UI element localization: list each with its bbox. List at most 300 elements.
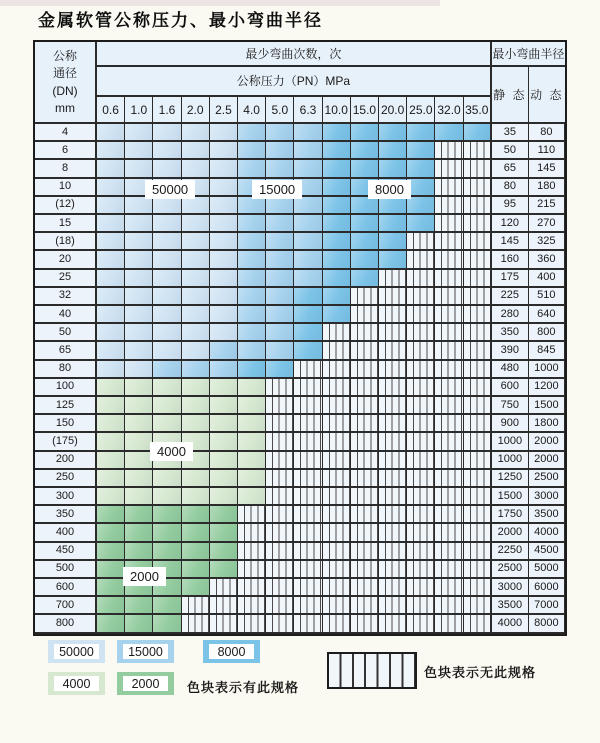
spec-cell-none bbox=[435, 488, 463, 506]
dn-cell: 150 bbox=[35, 415, 97, 433]
spec-cell-none bbox=[238, 543, 266, 561]
header-dn-line: mm bbox=[55, 100, 75, 115]
spec-cell-none bbox=[351, 433, 379, 451]
dynamic-value-cell: 6000 bbox=[529, 579, 565, 597]
spec-cell-none bbox=[435, 579, 463, 597]
spec-cell-none bbox=[407, 251, 435, 269]
spec-cell-none bbox=[435, 470, 463, 488]
spec-cell-none bbox=[294, 452, 322, 470]
spec-cell-4000 bbox=[182, 470, 210, 488]
dynamic-value-cell: 2000 bbox=[529, 433, 565, 451]
legend-no-spec-swatch bbox=[327, 652, 417, 689]
spec-cell-50000 bbox=[97, 124, 125, 142]
spec-cell-8000 bbox=[323, 251, 351, 269]
spec-cell-8000 bbox=[407, 215, 435, 233]
legend-swatch-label: 2000 bbox=[123, 676, 168, 691]
spec-cell-none bbox=[351, 342, 379, 360]
spec-cell-50000 bbox=[153, 306, 181, 324]
spec-cell-none bbox=[294, 397, 322, 415]
spec-cell-8000 bbox=[351, 270, 379, 288]
pressure-tick: 0.6 bbox=[97, 97, 125, 124]
spec-cell-none bbox=[435, 142, 463, 160]
spec-cell-50000 bbox=[125, 142, 153, 160]
spec-cell-2000 bbox=[97, 597, 125, 615]
dynamic-value-cell: 110 bbox=[529, 142, 565, 160]
spec-cell-none bbox=[407, 524, 435, 542]
spec-cell-50000 bbox=[210, 179, 238, 197]
spec-cell-none bbox=[351, 597, 379, 615]
spec-cell-8000 bbox=[435, 124, 463, 142]
spec-cell-none bbox=[351, 579, 379, 597]
spec-cell-50000 bbox=[125, 251, 153, 269]
spec-cell-8000 bbox=[379, 215, 407, 233]
spec-cell-none bbox=[407, 615, 435, 633]
spec-cell-none bbox=[323, 415, 351, 433]
spec-cell-15000 bbox=[294, 197, 322, 215]
spec-cell-15000 bbox=[210, 342, 238, 360]
spec-cell-4000 bbox=[238, 470, 266, 488]
spec-cell-4000 bbox=[97, 433, 125, 451]
spec-cell-none bbox=[435, 197, 463, 215]
spec-cell-15000 bbox=[294, 270, 322, 288]
spec-cell-8000 bbox=[379, 197, 407, 215]
pressure-tick: 20.0 bbox=[379, 97, 407, 124]
spec-cell-none bbox=[464, 415, 492, 433]
spec-cell-none bbox=[464, 160, 492, 178]
spec-cell-50000 bbox=[182, 324, 210, 342]
spec-cell-2000 bbox=[97, 561, 125, 579]
spec-cell-15000 bbox=[266, 342, 294, 360]
spec-cell-15000 bbox=[238, 124, 266, 142]
spec-cell-15000 bbox=[294, 251, 322, 269]
pressure-tick: 15.0 bbox=[351, 97, 379, 124]
region-label-15000: 15000 bbox=[252, 180, 302, 199]
spec-cell-none bbox=[464, 379, 492, 397]
spec-cell-none bbox=[464, 251, 492, 269]
static-value-cell: 1250 bbox=[492, 470, 529, 488]
spec-cell-none bbox=[238, 597, 266, 615]
spec-cell-none bbox=[323, 506, 351, 524]
spec-cell-8000 bbox=[351, 233, 379, 251]
spec-cell-50000 bbox=[182, 142, 210, 160]
spec-cell-none bbox=[351, 561, 379, 579]
static-value-cell: 2250 bbox=[492, 543, 529, 561]
spec-cell-none bbox=[266, 506, 294, 524]
spec-cell-15000 bbox=[238, 160, 266, 178]
header-bend-radius: 最小弯曲半径 bbox=[492, 42, 565, 67]
spec-cell-50000 bbox=[97, 197, 125, 215]
spec-cell-none bbox=[464, 561, 492, 579]
spec-cell-none bbox=[351, 361, 379, 379]
region-label-4000: 4000 bbox=[150, 442, 193, 461]
spec-cell-15000 bbox=[266, 324, 294, 342]
spec-cell-15000 bbox=[294, 160, 322, 178]
spec-cell-none bbox=[435, 179, 463, 197]
spec-cell-none bbox=[407, 579, 435, 597]
spec-cell-none bbox=[407, 488, 435, 506]
spec-cell-2000 bbox=[97, 506, 125, 524]
spec-cell-50000 bbox=[210, 215, 238, 233]
spec-cell-50000 bbox=[125, 160, 153, 178]
spec-cell-2000 bbox=[153, 597, 181, 615]
dn-cell: 200 bbox=[35, 452, 97, 470]
legend-no-spec-text: 色块表示无此规格 bbox=[424, 665, 537, 680]
spec-cell-15000 bbox=[238, 197, 266, 215]
spec-cell-50000 bbox=[153, 142, 181, 160]
dynamic-value-cell: 8000 bbox=[529, 615, 565, 633]
spec-cell-none bbox=[435, 615, 463, 633]
spec-cell-none bbox=[379, 543, 407, 561]
spec-cell-none bbox=[323, 379, 351, 397]
spec-cell-50000 bbox=[210, 233, 238, 251]
spec-cell-2000 bbox=[125, 597, 153, 615]
spec-cell-8000 bbox=[351, 251, 379, 269]
region-label-50000: 50000 bbox=[145, 180, 195, 199]
spec-cell-none bbox=[464, 597, 492, 615]
spec-cell-8000 bbox=[323, 270, 351, 288]
spec-cell-50000 bbox=[97, 288, 125, 306]
static-value-cell: 600 bbox=[492, 379, 529, 397]
spec-cell-none bbox=[294, 506, 322, 524]
spec-cell-8000 bbox=[294, 306, 322, 324]
spec-cell-none bbox=[435, 506, 463, 524]
spec-cell-none bbox=[379, 288, 407, 306]
spec-cell-50000 bbox=[210, 142, 238, 160]
dn-cell: (12) bbox=[35, 197, 97, 215]
spec-cell-none bbox=[435, 342, 463, 360]
spec-cell-none bbox=[407, 324, 435, 342]
spec-cell-none bbox=[294, 361, 322, 379]
legend-swatch-8000 bbox=[203, 640, 260, 663]
spec-cell-none bbox=[464, 397, 492, 415]
spec-cell-50000 bbox=[182, 197, 210, 215]
static-value-cell: 160 bbox=[492, 251, 529, 269]
spec-cell-none bbox=[464, 142, 492, 160]
spec-cell-50000 bbox=[182, 342, 210, 360]
spec-cell-none bbox=[210, 597, 238, 615]
spec-cell-50000 bbox=[153, 197, 181, 215]
spec-cell-50000 bbox=[153, 270, 181, 288]
spec-cell-8000 bbox=[323, 197, 351, 215]
pressure-tick: 6.3 bbox=[294, 97, 322, 124]
spec-cell-4000 bbox=[125, 470, 153, 488]
static-value-cell: 900 bbox=[492, 415, 529, 433]
spec-cell-2000 bbox=[210, 524, 238, 542]
header-dn-line: (DN) bbox=[52, 83, 78, 98]
spec-cell-50000 bbox=[97, 160, 125, 178]
spec-cell-15000 bbox=[266, 124, 294, 142]
spec-cell-8000 bbox=[379, 160, 407, 178]
pressure-tick: 25.0 bbox=[407, 97, 435, 124]
static-value-cell: 35 bbox=[492, 124, 529, 142]
spec-cell-50000 bbox=[182, 288, 210, 306]
spec-cell-8000 bbox=[323, 288, 351, 306]
spec-cell-4000 bbox=[238, 433, 266, 451]
spec-cell-50000 bbox=[182, 270, 210, 288]
spec-cell-8000 bbox=[294, 342, 322, 360]
spec-cell-none bbox=[294, 561, 322, 579]
spec-cell-none bbox=[351, 543, 379, 561]
spec-cell-50000 bbox=[125, 197, 153, 215]
spec-cell-none bbox=[464, 270, 492, 288]
spec-cell-none bbox=[435, 543, 463, 561]
static-value-cell: 145 bbox=[492, 233, 529, 251]
pressure-tick: 1.6 bbox=[153, 97, 181, 124]
spec-cell-8000 bbox=[266, 361, 294, 379]
spec-cell-8000 bbox=[323, 215, 351, 233]
static-value-cell: 2000 bbox=[492, 524, 529, 542]
pressure-tick: 2.5 bbox=[210, 97, 238, 124]
spec-cell-15000 bbox=[266, 160, 294, 178]
spec-cell-4000 bbox=[182, 397, 210, 415]
spec-cell-none bbox=[464, 615, 492, 633]
spec-cell-2000 bbox=[210, 506, 238, 524]
spec-cell-8000 bbox=[379, 124, 407, 142]
spec-cell-none bbox=[407, 233, 435, 251]
spec-cell-50000 bbox=[125, 324, 153, 342]
spec-cell-2000 bbox=[182, 524, 210, 542]
spec-cell-8000 bbox=[351, 142, 379, 160]
spec-cell-2000 bbox=[125, 524, 153, 542]
static-value-cell: 1500 bbox=[492, 488, 529, 506]
legend-swatch-15000 bbox=[117, 640, 174, 663]
spec-cell-none bbox=[435, 270, 463, 288]
spec-cell-none bbox=[407, 361, 435, 379]
spec-cell-none bbox=[379, 433, 407, 451]
spec-cell-none bbox=[379, 452, 407, 470]
spec-cell-4000 bbox=[210, 452, 238, 470]
spec-cell-8000 bbox=[464, 124, 492, 142]
spec-cell-none bbox=[266, 452, 294, 470]
spec-cell-2000 bbox=[153, 615, 181, 633]
spec-cell-none bbox=[238, 579, 266, 597]
dynamic-value-cell: 4000 bbox=[529, 524, 565, 542]
spec-cell-50000 bbox=[153, 324, 181, 342]
page-title: 金属软管公称压力、最小弯曲半径 bbox=[38, 11, 323, 31]
dn-cell: 125 bbox=[35, 397, 97, 415]
spec-cell-50000 bbox=[125, 361, 153, 379]
spec-cell-none bbox=[435, 233, 463, 251]
spec-cell-8000 bbox=[407, 160, 435, 178]
spec-cell-50000 bbox=[125, 124, 153, 142]
spec-cell-none bbox=[351, 470, 379, 488]
header-static: 静 态 bbox=[492, 67, 529, 124]
spec-cell-none bbox=[407, 415, 435, 433]
spec-cell-4000 bbox=[182, 488, 210, 506]
spec-cell-15000 bbox=[266, 288, 294, 306]
pressure-tick: 1.0 bbox=[125, 97, 153, 124]
spec-cell-none bbox=[266, 615, 294, 633]
pressure-tick: 4.0 bbox=[238, 97, 266, 124]
dynamic-value-cell: 215 bbox=[529, 197, 565, 215]
dynamic-value-cell: 2000 bbox=[529, 452, 565, 470]
spec-cell-none bbox=[182, 597, 210, 615]
static-value-cell: 3000 bbox=[492, 579, 529, 597]
spec-cell-50000 bbox=[210, 251, 238, 269]
spec-cell-50000 bbox=[153, 288, 181, 306]
spec-cell-none bbox=[464, 306, 492, 324]
spec-cell-none bbox=[379, 524, 407, 542]
dn-cell: 400 bbox=[35, 524, 97, 542]
spec-cell-none bbox=[435, 361, 463, 379]
spec-cell-none bbox=[435, 397, 463, 415]
spec-cell-none bbox=[294, 597, 322, 615]
dn-cell: 100 bbox=[35, 379, 97, 397]
spec-cell-none bbox=[266, 433, 294, 451]
spec-cell-4000 bbox=[182, 415, 210, 433]
spec-cell-50000 bbox=[210, 306, 238, 324]
spec-cell-none bbox=[323, 615, 351, 633]
spec-cell-4000 bbox=[210, 379, 238, 397]
header-pressure: 公称压力（PN）MPa bbox=[97, 67, 492, 97]
spec-cell-none bbox=[435, 452, 463, 470]
spec-cell-none bbox=[351, 506, 379, 524]
spec-cell-4000 bbox=[97, 415, 125, 433]
spec-cell-none bbox=[464, 506, 492, 524]
dn-cell: 10 bbox=[35, 179, 97, 197]
spec-cell-none bbox=[238, 524, 266, 542]
dn-cell: 25 bbox=[35, 270, 97, 288]
dynamic-value-cell: 145 bbox=[529, 160, 565, 178]
spec-cell-15000 bbox=[238, 288, 266, 306]
pressure-table bbox=[33, 40, 567, 636]
spec-cell-none bbox=[238, 561, 266, 579]
region-label-8000: 8000 bbox=[368, 180, 411, 199]
spec-cell-15000 bbox=[294, 142, 322, 160]
dn-cell: 800 bbox=[35, 615, 97, 633]
spec-cell-15000 bbox=[238, 251, 266, 269]
dn-cell: 300 bbox=[35, 488, 97, 506]
spec-cell-none bbox=[238, 506, 266, 524]
spec-cell-50000 bbox=[210, 160, 238, 178]
spec-cell-none bbox=[294, 488, 322, 506]
spec-cell-none bbox=[266, 415, 294, 433]
spec-cell-none bbox=[464, 433, 492, 451]
legend-swatch-label: 50000 bbox=[54, 644, 99, 659]
spec-cell-none bbox=[464, 215, 492, 233]
static-value-cell: 2500 bbox=[492, 561, 529, 579]
spec-cell-8000 bbox=[407, 179, 435, 197]
spec-cell-none bbox=[435, 306, 463, 324]
spec-cell-none bbox=[464, 488, 492, 506]
spec-cell-50000 bbox=[125, 233, 153, 251]
dn-cell: 80 bbox=[35, 361, 97, 379]
spec-cell-none bbox=[464, 233, 492, 251]
legend-swatch-label: 8000 bbox=[209, 644, 254, 659]
static-value-cell: 1000 bbox=[492, 433, 529, 451]
spec-cell-50000 bbox=[97, 215, 125, 233]
spec-cell-none bbox=[294, 524, 322, 542]
spec-cell-none bbox=[323, 397, 351, 415]
spec-cell-none bbox=[351, 288, 379, 306]
spec-cell-none bbox=[407, 543, 435, 561]
spec-cell-none bbox=[435, 288, 463, 306]
spec-cell-50000 bbox=[153, 124, 181, 142]
spec-cell-50000 bbox=[125, 270, 153, 288]
spec-cell-none bbox=[351, 306, 379, 324]
spec-cell-4000 bbox=[153, 415, 181, 433]
dynamic-value-cell: 7000 bbox=[529, 597, 565, 615]
spec-cell-none bbox=[351, 415, 379, 433]
spec-cell-none bbox=[379, 506, 407, 524]
dn-cell: 350 bbox=[35, 506, 97, 524]
region-label-2000: 2000 bbox=[123, 567, 166, 586]
spec-cell-4000 bbox=[97, 488, 125, 506]
spec-cell-none bbox=[266, 579, 294, 597]
dynamic-value-cell: 400 bbox=[529, 270, 565, 288]
spec-cell-8000 bbox=[323, 124, 351, 142]
spec-cell-15000 bbox=[266, 215, 294, 233]
spec-cell-50000 bbox=[153, 233, 181, 251]
spec-cell-50000 bbox=[182, 215, 210, 233]
spec-cell-none bbox=[379, 561, 407, 579]
spec-cell-4000 bbox=[97, 470, 125, 488]
spec-cell-none bbox=[238, 615, 266, 633]
spec-cell-8000 bbox=[294, 288, 322, 306]
spec-cell-none bbox=[435, 597, 463, 615]
spec-cell-50000 bbox=[153, 160, 181, 178]
spec-cell-15000 bbox=[266, 197, 294, 215]
spec-cell-2000 bbox=[182, 506, 210, 524]
spec-cell-50000 bbox=[97, 179, 125, 197]
spec-cell-none bbox=[407, 597, 435, 615]
spec-cell-none bbox=[464, 197, 492, 215]
spec-cell-4000 bbox=[125, 415, 153, 433]
spec-cell-50000 bbox=[182, 251, 210, 269]
spec-cell-50000 bbox=[182, 124, 210, 142]
spec-cell-2000 bbox=[125, 506, 153, 524]
spec-cell-none bbox=[210, 579, 238, 597]
spec-cell-none bbox=[323, 361, 351, 379]
spec-cell-8000 bbox=[238, 361, 266, 379]
spec-cell-none bbox=[351, 488, 379, 506]
spec-cell-none bbox=[323, 433, 351, 451]
spec-cell-none bbox=[379, 615, 407, 633]
header-bend-count: 最少弯曲次数，次 bbox=[97, 42, 492, 67]
spec-cell-none bbox=[435, 561, 463, 579]
spec-cell-15000 bbox=[153, 361, 181, 379]
spec-cell-none bbox=[435, 324, 463, 342]
spec-cell-none bbox=[407, 452, 435, 470]
spec-cell-none bbox=[379, 270, 407, 288]
dynamic-value-cell: 80 bbox=[529, 124, 565, 142]
spec-cell-none bbox=[464, 324, 492, 342]
spec-cell-2000 bbox=[97, 579, 125, 597]
spec-cell-none bbox=[351, 615, 379, 633]
spec-cell-none bbox=[407, 379, 435, 397]
dn-cell: (18) bbox=[35, 233, 97, 251]
static-value-cell: 50 bbox=[492, 142, 529, 160]
spec-cell-none bbox=[323, 579, 351, 597]
dn-cell: 6 bbox=[35, 142, 97, 160]
spec-cell-50000 bbox=[153, 342, 181, 360]
spec-cell-4000 bbox=[153, 488, 181, 506]
spec-cell-none bbox=[351, 524, 379, 542]
spec-cell-none bbox=[351, 452, 379, 470]
spec-cell-4000 bbox=[210, 470, 238, 488]
spec-cell-none bbox=[407, 306, 435, 324]
spec-cell-4000 bbox=[210, 415, 238, 433]
dynamic-value-cell: 845 bbox=[529, 342, 565, 360]
static-value-cell: 225 bbox=[492, 288, 529, 306]
dynamic-value-cell: 800 bbox=[529, 324, 565, 342]
dynamic-value-cell: 325 bbox=[529, 233, 565, 251]
spec-cell-8000 bbox=[323, 142, 351, 160]
spec-cell-8000 bbox=[351, 124, 379, 142]
spec-cell-none bbox=[266, 561, 294, 579]
spec-cell-none bbox=[266, 597, 294, 615]
spec-cell-50000 bbox=[97, 342, 125, 360]
